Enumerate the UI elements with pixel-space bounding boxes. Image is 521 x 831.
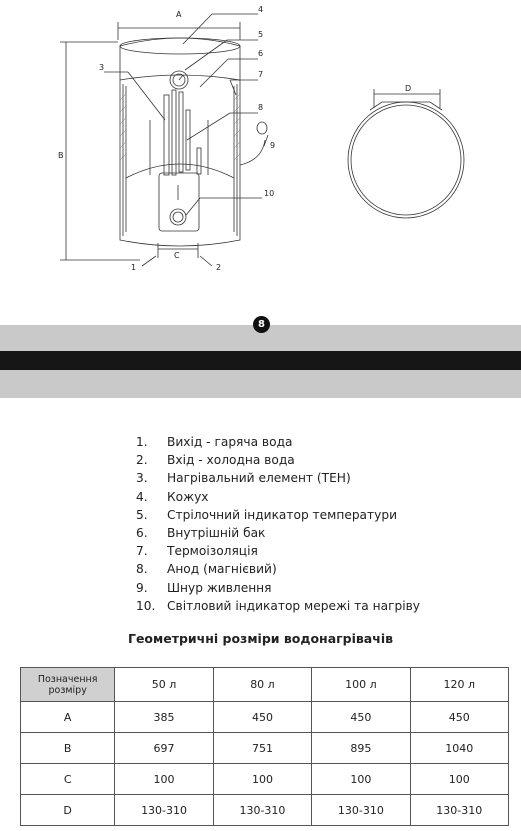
- table-title: Геометричні розміри водонагрівачів: [127, 631, 394, 646]
- table-cell: 100: [213, 764, 311, 795]
- table-cell: 450: [213, 702, 311, 733]
- header-cell-50l: 50 л: [115, 668, 213, 702]
- table-header-row: [21, 668, 509, 702]
- table-cell: 100: [115, 764, 213, 795]
- table-cell: 130-310: [213, 795, 311, 826]
- legend-item: 6. Внутрішній бак: [136, 526, 266, 541]
- table-cell: 130-310: [312, 795, 410, 826]
- table-row: [21, 795, 509, 826]
- table-row: [21, 702, 509, 733]
- table-cell: D: [21, 795, 115, 826]
- table-cell: A: [21, 702, 115, 733]
- table-row: [21, 733, 509, 764]
- table-cell: 751: [213, 733, 311, 764]
- table-cell: C: [21, 764, 115, 795]
- header-cell-120l: 120 л: [410, 668, 508, 702]
- header-cell-designation: Позначення розміру: [21, 668, 115, 702]
- header-band-dark: [0, 351, 521, 370]
- callout-8: 8: [258, 103, 264, 112]
- table-cell: 450: [410, 702, 508, 733]
- callout-2: 2: [216, 263, 222, 272]
- label-b: B: [58, 151, 64, 160]
- callout-5: 5: [258, 30, 264, 39]
- table-cell: 100: [410, 764, 508, 795]
- table-cell: 100: [312, 764, 410, 795]
- component-legend: [136, 433, 420, 615]
- header-cell-80l: 80 л: [213, 668, 311, 702]
- table-cell: 1040: [410, 733, 508, 764]
- table-cell: 450: [312, 702, 410, 733]
- mounting-bracket: [370, 102, 442, 110]
- legend-item: 9. Шнур живлення: [136, 580, 272, 595]
- legend-item: 8. Анод (магнієвий): [136, 562, 277, 577]
- power-cord: [240, 140, 265, 165]
- table-cell: B: [21, 733, 115, 764]
- callout-1: 1: [131, 263, 137, 272]
- callout-7: 7: [258, 70, 264, 79]
- water-heater-diagram: [0, 0, 521, 300]
- table-cell: 697: [115, 733, 213, 764]
- table-cell: 130-310: [115, 795, 213, 826]
- header-band-light-bottom: [0, 370, 521, 398]
- callout-6: 6: [258, 49, 264, 58]
- header-cell-100l: 100 л: [312, 668, 410, 702]
- anode-rod: [179, 92, 183, 172]
- table-cell: 385: [115, 702, 213, 733]
- label-a: A: [176, 10, 182, 19]
- page-number-badge: 8: [253, 316, 270, 333]
- table-cell: 130-310: [410, 795, 508, 826]
- legend-item: 7. Термоізоляція: [136, 544, 258, 559]
- legend-item: 1. Вихід - гаряча вода: [136, 435, 293, 449]
- heater-casing: [120, 38, 240, 246]
- legend-item: 3. Нагрівальний елемент (ТЕН): [136, 471, 351, 486]
- callout-3: 3: [99, 63, 105, 72]
- table-cell: 895: [312, 733, 410, 764]
- indicator-knob: [170, 209, 186, 225]
- dimensions-table: [20, 667, 509, 826]
- legend-item: 10. Світловий індикатор мережі та нагріву: [136, 598, 420, 613]
- label-d: D: [405, 84, 412, 93]
- callout-10: 10: [264, 189, 275, 198]
- label-c: C: [174, 251, 180, 260]
- legend-item: 4. Кожух: [136, 489, 209, 504]
- legend-item: 5. Стрілочний індикатор температури: [136, 507, 397, 522]
- table-row: [21, 764, 509, 795]
- callout-4: 4: [258, 5, 264, 14]
- heating-element: [164, 95, 169, 175]
- legend-item: 2. Вхід - холодна вода: [136, 453, 295, 468]
- callout-9: 9: [270, 141, 276, 150]
- top-view-circle: [348, 102, 464, 218]
